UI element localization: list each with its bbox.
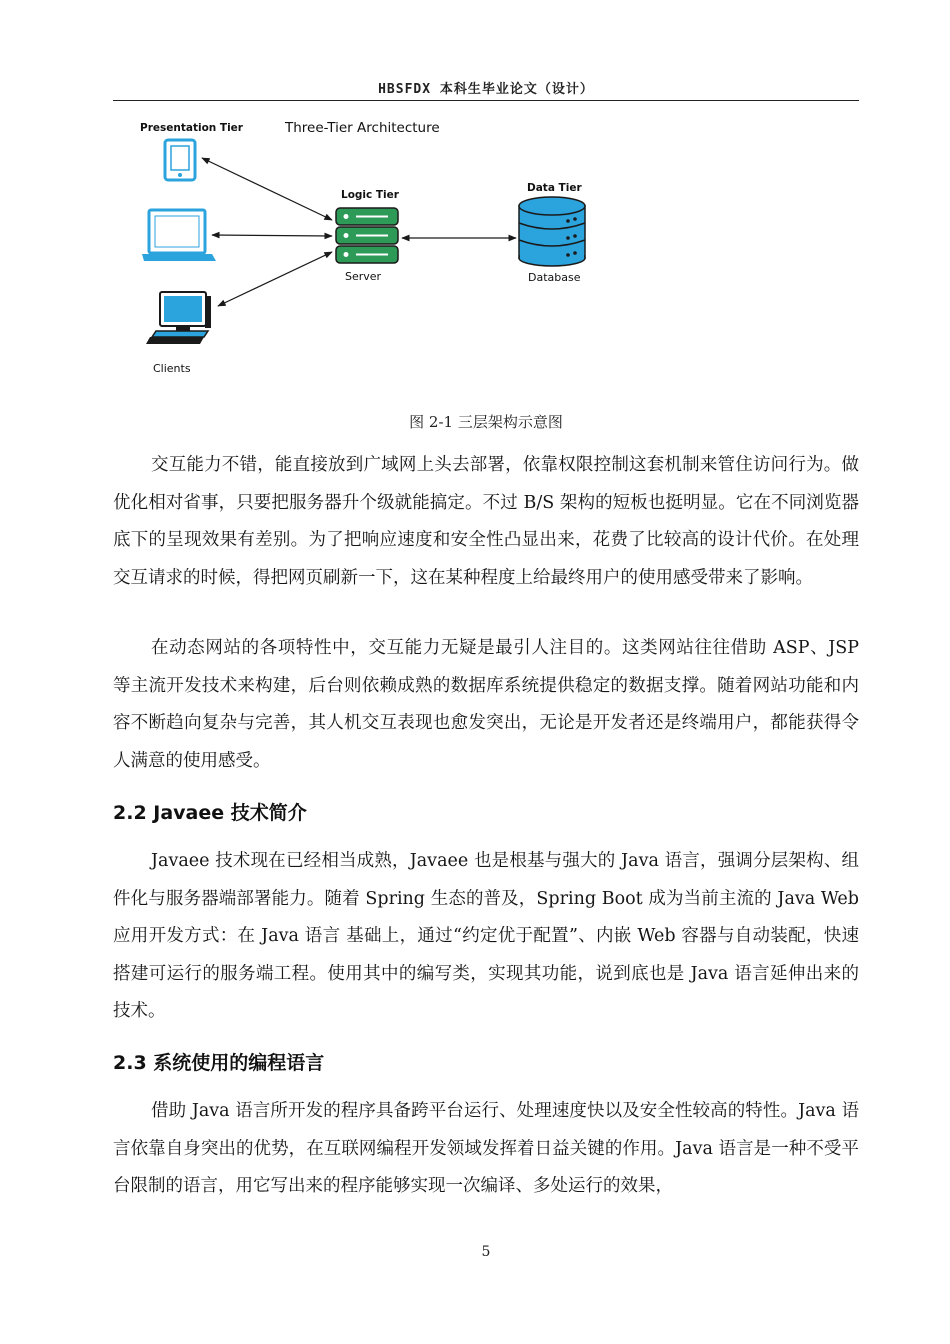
database-label: Database	[528, 271, 581, 284]
paragraph-java-language: 借助 Java 语言所开发的程序具备跨平台运行、处理速度快以及安全性较高的特性。Java 语言依靠自身突出的优势，在互联网编程开发领域发挥着日益关键的作用。Java 语言是一种不受平台限制的语言，用它写出来的程序能够实现一次编译、多处运行的效果，	[113, 1101, 859, 1196]
figure-caption: 图 2-1 三层架构示意图	[409, 413, 563, 431]
section-heading-2-2: 2.2 Javaee 技术简介	[113, 802, 307, 824]
figure-title: Three-Tier Architecture	[285, 120, 440, 136]
page-header: HBSFDX 本科生毕业论文（设计）	[378, 82, 594, 97]
paragraph-javaee: Javaee 技术现在已经相当成熟，Javaee 也是根基与强大的 Java 语言，强调分层架构、组件化与服务器端部署能力。随着 Spring 生态的普及，Spring Boot 成为当前主流的 Java Web 应用开发方式：在 Java 语言 基础上，通过“约定优于配置”、内嵌 Web 容器与自动装配，快速搭建可运行的服务端工程。使用其中的编写类，实现其功能，说到底也是 Java 语言延伸出来的技术。	[113, 851, 859, 1021]
data-tier-label: Data Tier	[527, 182, 582, 194]
server-label: Server	[345, 270, 382, 283]
presentation-tier-label: Presentation Tier	[140, 122, 243, 134]
paragraph-dynamic-website: 在动态网站的各项特性中，交互能力无疑是最引人注目的。这类网站往往借助 ASP、JSP 等主流开发技术来构建，后台则依赖成熟的数据库系统提供稳定的数据支撑。随着网站功能和内容不断趋向复杂与完善，其人机交互表现也愈发突出，无论是开发者还是终端用户，都能获得令人满意的使用感受。	[113, 638, 859, 771]
server-stack-icon	[336, 208, 398, 263]
section-heading-2-3: 2.3 系统使用的编程语言	[113, 1052, 325, 1074]
desktop-computer-icon	[146, 292, 211, 344]
three-tier-architecture-figure	[120, 108, 600, 383]
database-icon	[519, 197, 585, 266]
header-rule	[113, 100, 859, 101]
page-number: 5	[481, 1244, 491, 1260]
clients-label: Clients	[153, 362, 191, 375]
laptop-icon	[142, 210, 216, 261]
desktop-to-server-arrow	[218, 252, 332, 306]
tablet-icon	[165, 140, 195, 180]
paragraph-bs-architecture: 交互能力不错，能直接放到广域网上头去部署，依靠权限控制这套机制来管住访问行为。做优化相对省事，只要把服务器升个级就能搞定。不过 B/S 架构的短板也挺明显。它在不同浏览器底下的呈现效果有差别。为了把响应速度和安全性凸显出来，花费了比较高的设计代价。在处理交互请求的时候，得把网页刷新一下，这在某种程度上给最终用户的使用感受带来了影响。	[113, 455, 859, 588]
tablet-to-server-arrow	[202, 158, 332, 220]
laptop-to-server-arrow	[212, 235, 332, 236]
logic-tier-label: Logic Tier	[341, 189, 399, 201]
